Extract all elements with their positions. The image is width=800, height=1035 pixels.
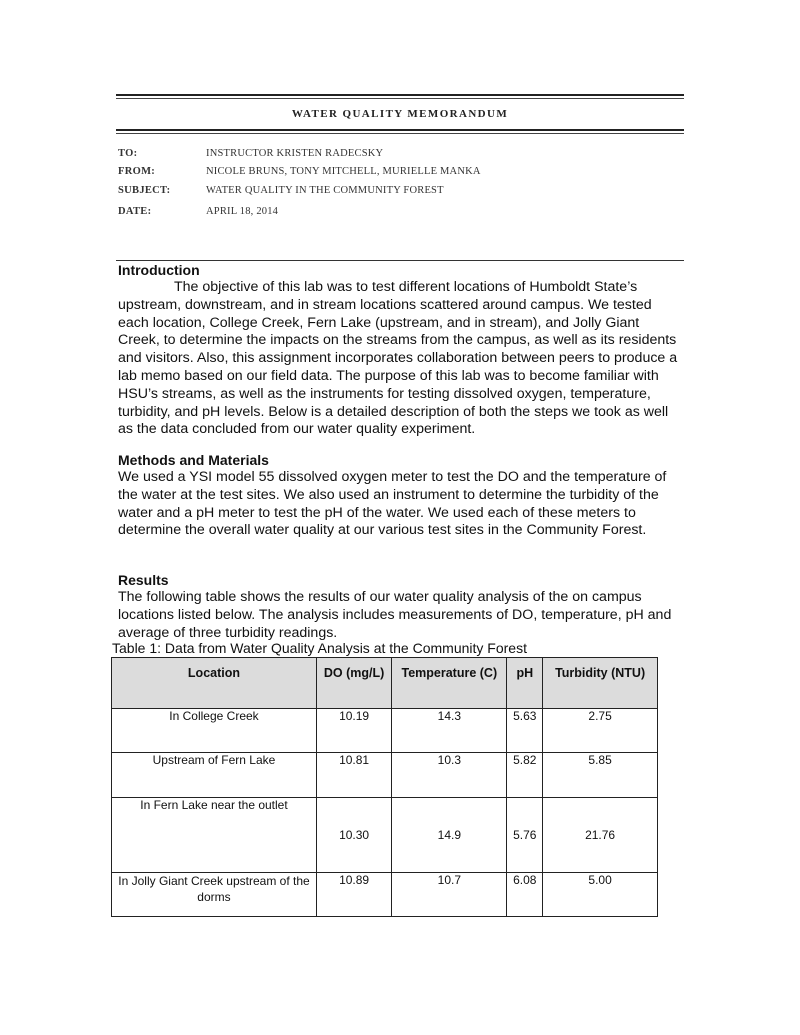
table-row [112, 873, 658, 917]
results-text: The following table shows the results of our water quality analysis of the on campus locations listed below. The analysis includes measurements of DO, temperature, pH and average of three turbidity readings. [118, 589, 672, 641]
methods-heading: Methods and Materials [118, 452, 269, 468]
memo-subject-label: SUBJECT: [118, 185, 171, 196]
memo-to-value: INSTRUCTOR KRISTEN RADECSKY [206, 148, 384, 159]
header-ph: pH [507, 658, 543, 709]
cell-do: 10.81 [316, 753, 391, 798]
header-do: DO (mg/L) [316, 658, 391, 709]
cell-do: 10.30 [316, 798, 391, 873]
header-rule-top [116, 94, 684, 96]
introduction-heading: Introduction [118, 262, 200, 278]
cell-ph: 5.63 [507, 709, 543, 753]
header-rule-bottom-thin [116, 133, 684, 134]
cell-location: In Fern Lake near the outlet [112, 798, 317, 873]
cell-do: 10.89 [316, 873, 391, 917]
water-quality-table [111, 657, 658, 917]
introduction-text: The objective of this lab was to test different locations of Humboldt State’s upstream, downstream, and in stream locations scattered around campus. We tested each location, College Creek, Fern Lake (upstream, and in stream), and Jolly Giant Creek, to determine the impacts on the streams from the campus, as well as its residents and visitors. Also, this assignment incorporates collaboration between peers to produce a lab memo based on our field data. The purpose of this lab was to become familiar with HSU’s streams, as well as the instruments for testing dissolved oxygen, temperature, turbidity, and pH levels. Below is a detailed description of both the steps we took as well as the data concluded from our water quality experiment. [118, 279, 678, 438]
cell-turbidity: 5.00 [543, 873, 658, 917]
cell-turbidity: 21.76 [543, 798, 658, 873]
table-row [112, 798, 658, 873]
section-divider [116, 260, 684, 261]
table-caption: Table 1: Data from Water Quality Analysis at the Community Forest [112, 640, 527, 656]
header-temperature: Temperature (C) [392, 658, 507, 709]
memo-from-value: NICOLE BRUNS, TONY MITCHELL, MURIELLE MANKA [206, 166, 481, 177]
cell-ph: 5.82 [507, 753, 543, 798]
methods-text: We used a YSI model 55 dissolved oxygen meter to test the DO and the temperature of the water at the test sites. We also used an instrument to determine the turbidity of the water and a pH meter to test the pH of the water. We used each of these meters to determine the overall water quality at our various test sites in the Community Forest. [118, 469, 667, 539]
results-heading: Results [118, 572, 169, 588]
cell-ph: 5.76 [507, 798, 543, 873]
memo-from-row [118, 166, 481, 177]
memo-date-row [118, 206, 278, 217]
cell-turbidity: 2.75 [543, 709, 658, 753]
table-row [112, 753, 658, 798]
header-location: Location [112, 658, 317, 709]
table-row [112, 709, 658, 753]
memo-subject-value: WATER QUALITY IN THE COMMUNITY FOREST [206, 185, 444, 196]
memo-from-label: FROM: [118, 166, 156, 177]
header-turbidity: Turbidity (NTU) [543, 658, 658, 709]
cell-temperature: 14.9 [392, 798, 507, 873]
cell-temperature: 10.3 [392, 753, 507, 798]
memo-to-row [118, 148, 383, 159]
memo-date-value: APRIL 18, 2014 [206, 206, 279, 217]
cell-location: In College Creek [112, 709, 317, 753]
memo-title: WATER QUALITY MEMORANDUM [291, 108, 509, 120]
cell-location: In Jolly Giant Creek upstream of the dorms [112, 873, 317, 917]
header-rule-bottom [116, 129, 684, 131]
cell-location: Upstream of Fern Lake [112, 753, 317, 798]
cell-temperature: 14.3 [392, 709, 507, 753]
memo-subject-row [118, 185, 444, 196]
cell-temperature: 10.7 [392, 873, 507, 917]
cell-turbidity: 5.85 [543, 753, 658, 798]
table-header-row [112, 658, 658, 709]
memo-date-label: DATE: [118, 206, 152, 217]
cell-ph: 6.08 [507, 873, 543, 917]
header-rule-top-thin [116, 98, 684, 99]
memo-to-label: TO: [118, 148, 138, 159]
cell-do: 10.19 [316, 709, 391, 753]
